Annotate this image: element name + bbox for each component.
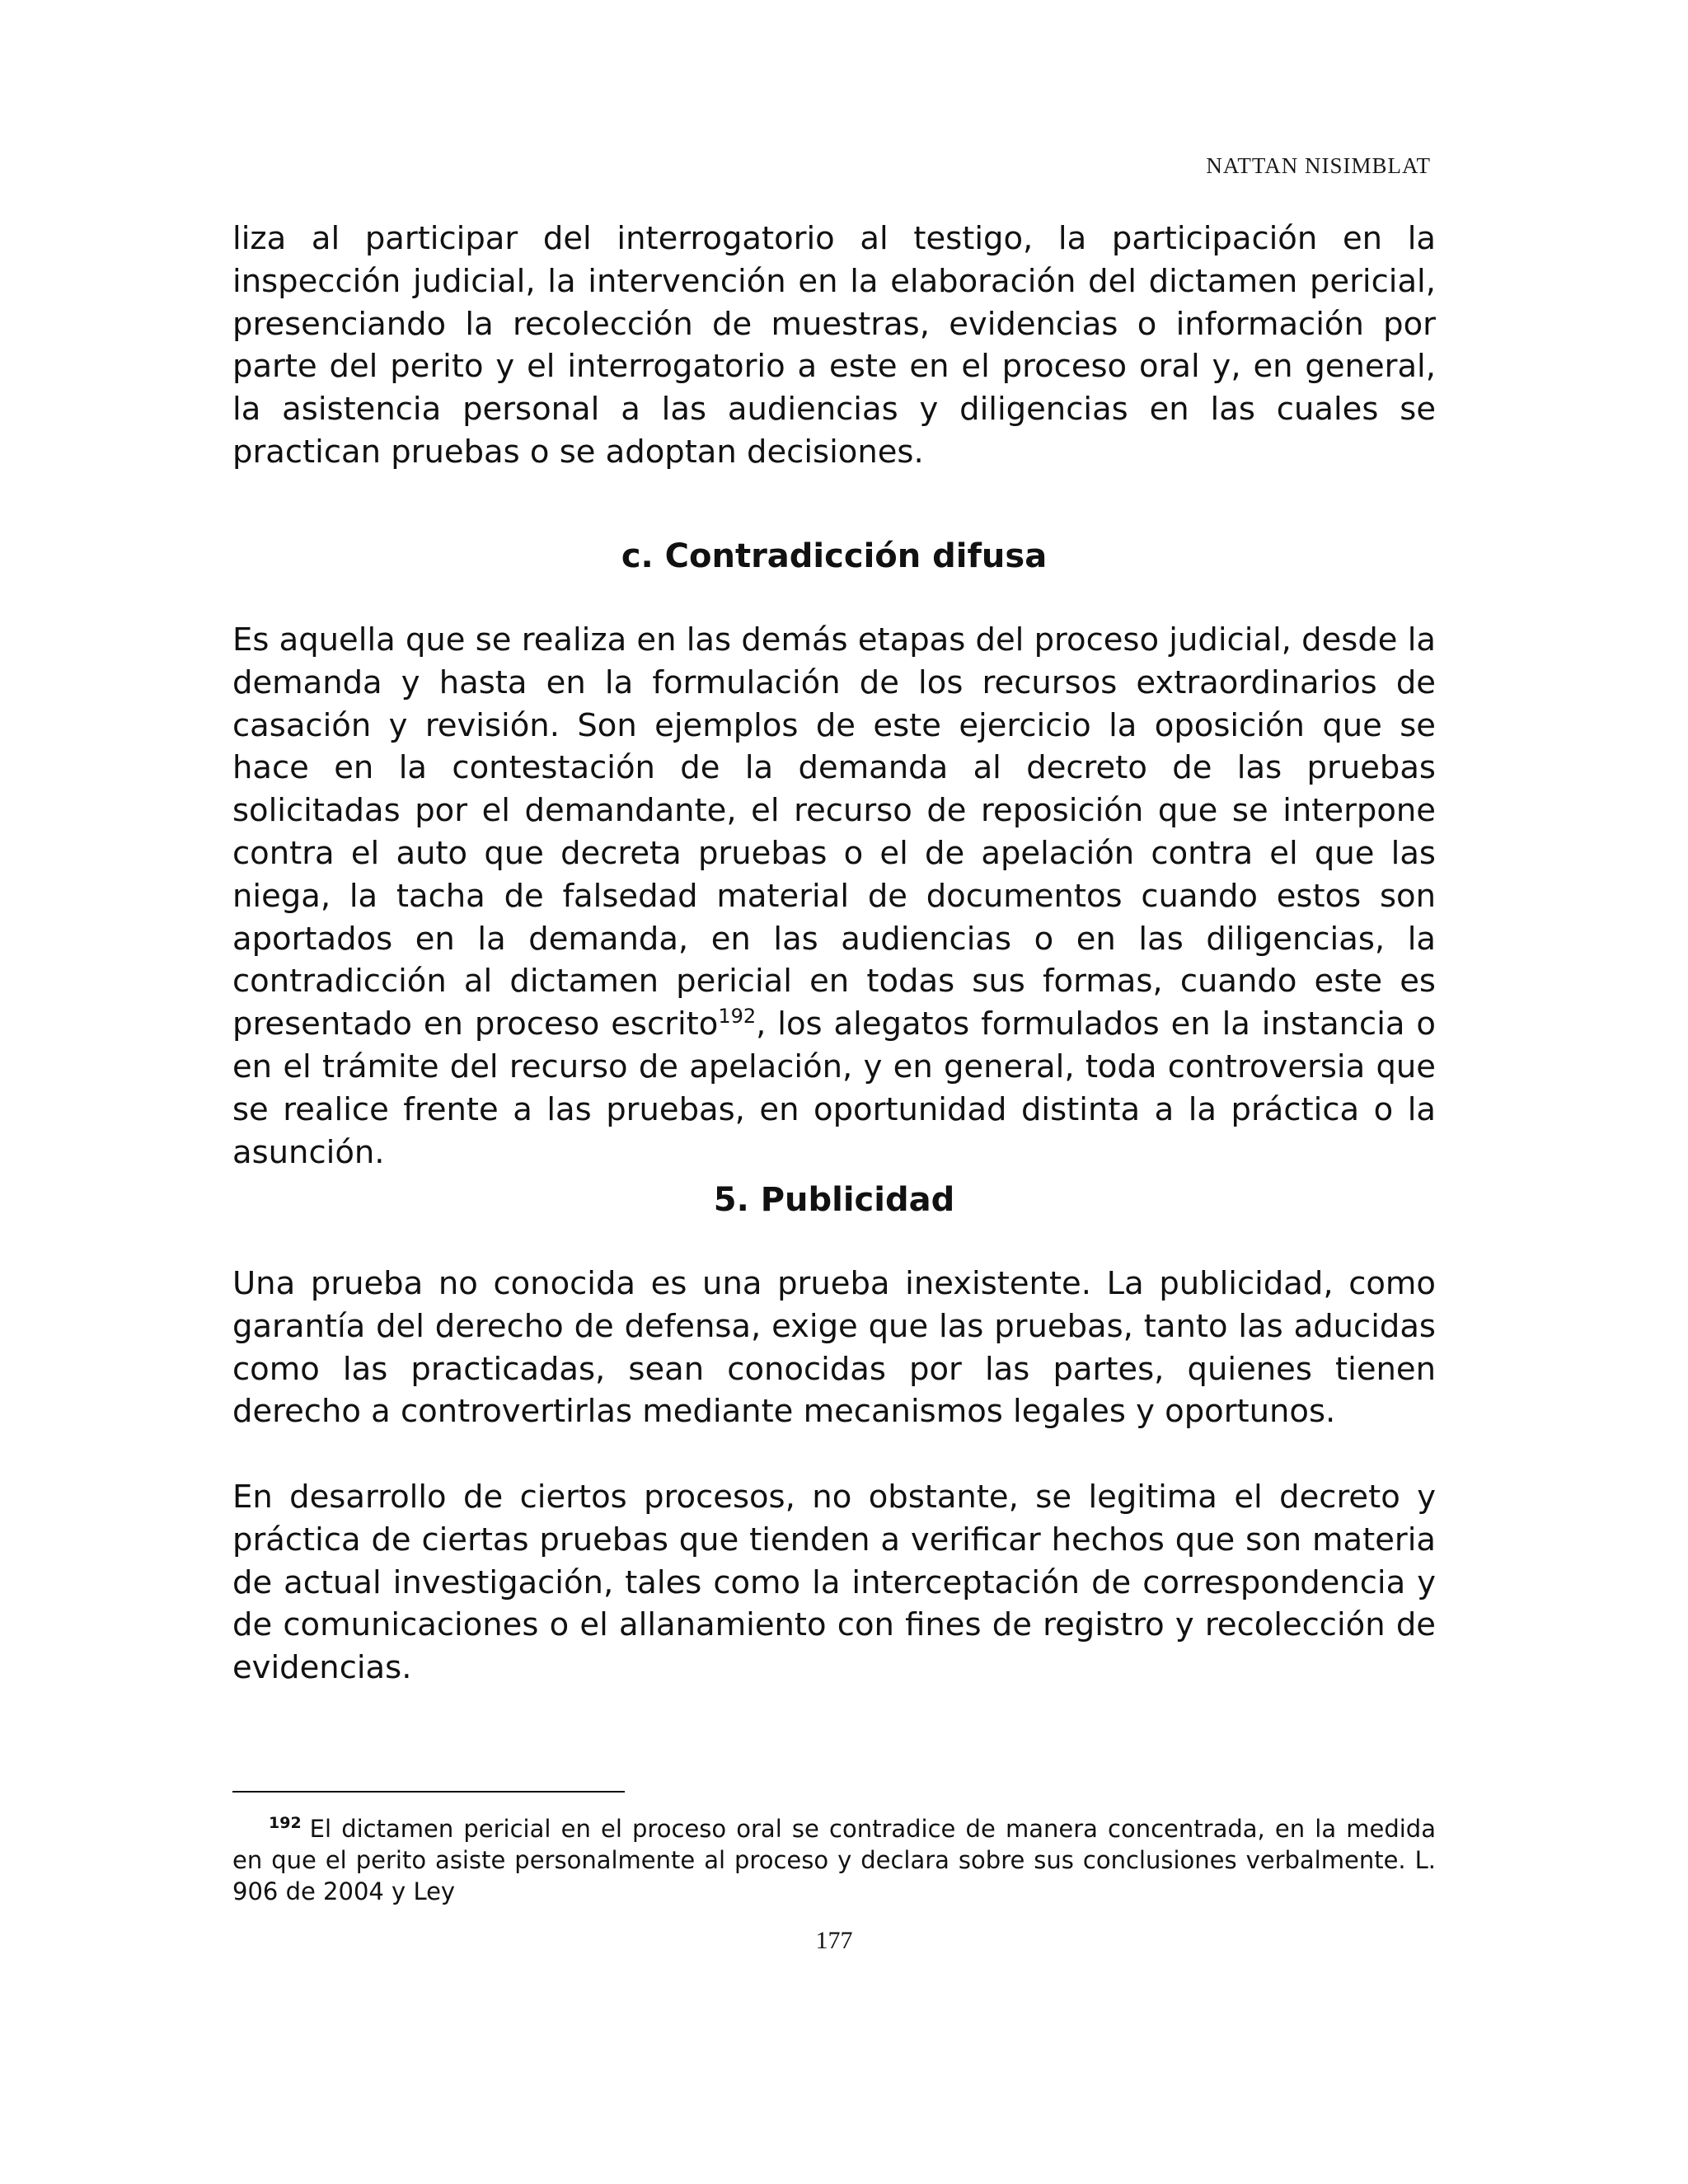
page-number: 177 [815,1927,853,1954]
footnote-number: 192 [269,1814,302,1833]
heading-contradiccion-difusa: c. Contradicción difusa [621,537,1048,575]
paragraph-4: En desarrollo de ciertos procesos, no obstante, se legitima el decreto y práctica de ciertas pruebas que tienden a verificar hechos que son materia de actual investigación, tales como la interceptación de correspondencia y de comunicaciones o el allanamiento con fines de registro y recolección de evidencias. [232,1479,1436,1687]
paragraph-2 [232,619,1436,1174]
heading-publicidad: 5. Publicidad [713,1181,955,1219]
paragraph-2-text: Es aquella que se realiza en las demás etapas del proceso judicial, desde la demanda y hasta en la formulación de los recursos extraordinarios de casación y revisión. Son ejemplos de este ejercicio la oposición que se hace en la contestación de la demanda al decreto de las pruebas solicitadas por el demandante, el recurso de reposición que se interpone contra el auto que decreta pruebas o el de apelación contra el que las niega, la tacha de falsedad material de documentos cuando estos son aportados en la demanda, en las audiencias o en las diligencias, la contradicción al dictamen pericial en todas sus formas, cuando este es presentado en proceso escrito [232,621,1436,1043]
running-header: NATTAN NISIMBLAT [1206,153,1431,178]
footnote-separator [232,1791,625,1793]
paragraph-1: liza al participar del interrogatorio al testigo, la participación en la inspección judicial, la intervención en la elaboración del dictamen pericial, presenciando la recolección de muestras, evidencias o información por parte del perito y el interrogatorio a este en el proceso oral y, en general, la asistencia personal a las audiencias y diligencias en las cuales se practican pruebas o se adoptan decisiones. [232,220,1436,471]
footnote-text: El dictamen pericial en el proceso oral se contradice de manera concentrada, en la medida en que el perito asiste personalmente al proceso y declara sobre sus conclusiones verbalmente. L. 906 de 2004 y Ley [232,1815,1436,1905]
footnote-192 [232,1813,1436,1907]
paragraph-3: Una prueba no conocida es una prueba inexistente. La publicidad, como garantía del derecho de defensa, exige que las pruebas, tanto las aducidas como las practicadas, sean conocidas por las partes, quienes tienen derecho a controvertirlas mediante mecanismos legales y oportunos. [232,1265,1436,1431]
footnote-reference: 192 [718,1005,757,1029]
paragraph-2-continuation: , los alegatos formulados en la instancia o en el trámite del recurso de apelación, y en general, toda controversia que se realice frente a las pruebas, en oportunidad distinta a la práctica o la asunción. [232,1005,1436,1171]
